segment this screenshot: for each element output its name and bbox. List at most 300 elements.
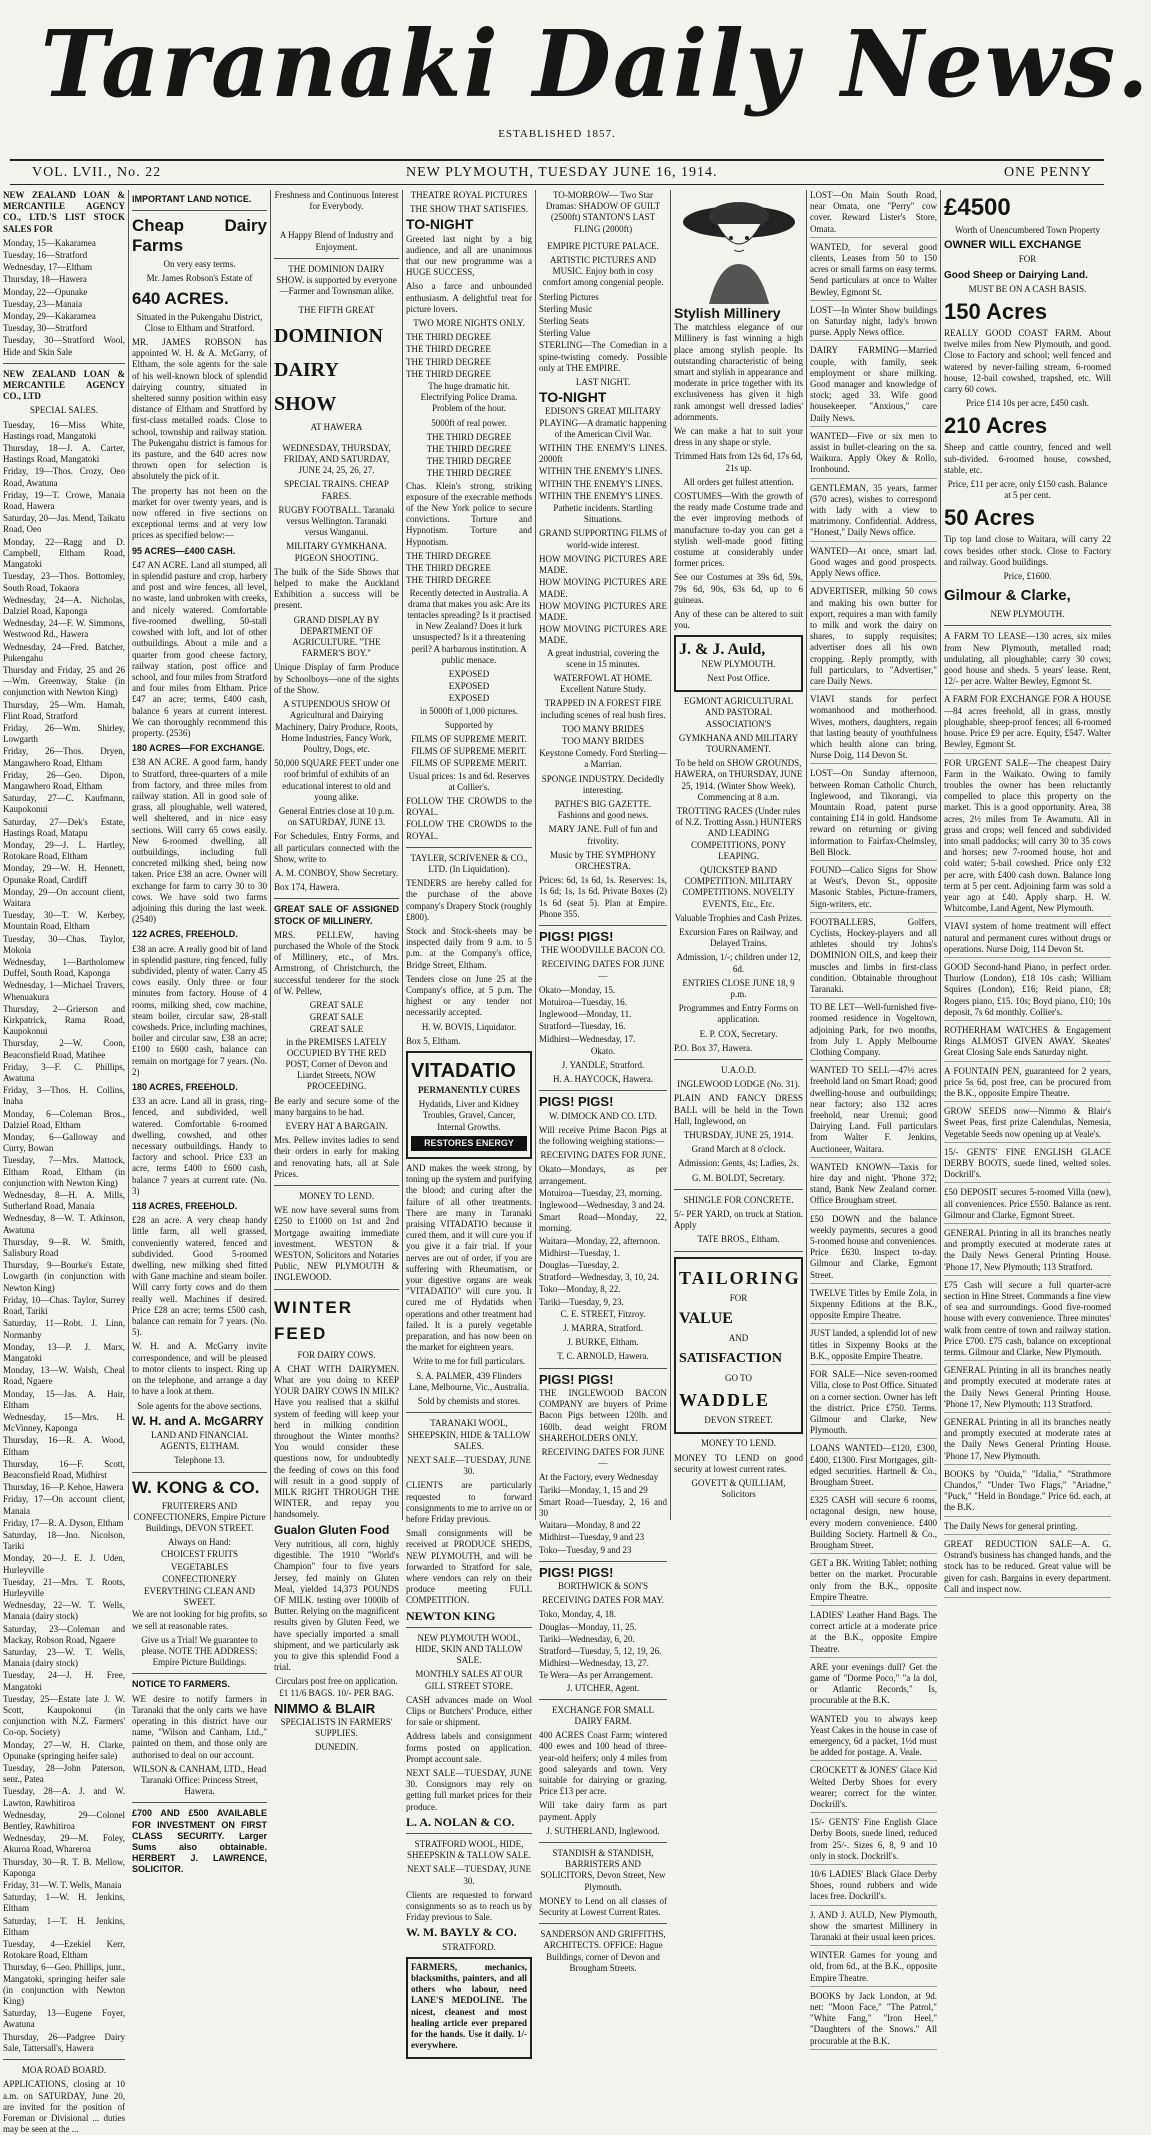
moving-pictures-list	[539, 554, 667, 647]
vitadatio-heading: VITADATIO	[411, 1060, 516, 1083]
fifth-great: THE FIFTH GREAT	[298, 305, 375, 316]
list-item: THE THIRD DEGREE	[406, 575, 491, 586]
cheap-sub: On very easy terms.	[163, 259, 236, 270]
acres-150-price: Price £14 10s per acre, £450 cash.	[966, 398, 1089, 409]
dates-list-1	[539, 985, 667, 1045]
medoline-ad	[406, 1957, 532, 2060]
list-item: Wednesday, 15—Mrs. H. McVinney, Kaponga	[3, 1411, 125, 1434]
list-item: Tuesday, 24—J. H. Free, Mangatoki	[3, 1670, 125, 1692]
list-item: GREAT SALE	[309, 999, 364, 1010]
classified-ad: CROCKETT & JONES' Glace Kid Welted Derby Shoes for every wearer; correct for the winter. Dockrill's.	[810, 1765, 937, 1813]
list-item: Friday, 26—Geo. Dipon, Mangawhero Road, Eltham	[3, 769, 125, 791]
kong-text: We are not looking for big profits, so we sell at reasonable rates.	[132, 1609, 267, 1631]
clients-text-2: Clients are requested to forward consignments so as to reach us by Friday previous to Sale.	[406, 1889, 532, 1923]
investment-notice: £700 AND £500 AVAILABLE FOR INVESTMENT ON FIRST CLASS SECURITY. Larger Sums also obtainable. HERBERT J. LAWRENCE, SOLICITOR.	[132, 1808, 267, 1875]
list-item: EVERYTHING CLEAN AND SWEET.	[144, 1585, 255, 1608]
tonight-heading-2: TO-NIGHT	[539, 389, 607, 406]
gilmour-clarke-sub: NEW PLYMOUTH.	[990, 609, 1065, 620]
dairy-word: DAIRY	[274, 358, 339, 381]
trophies-text: Valuable Trophies and Cash Prizes.	[674, 912, 803, 923]
artistic-text: ARTISTIC PICTURES AND MUSIC. Enjoy both in cosy comfort among congenial people.	[542, 255, 664, 288]
sterling-comedian: STERLING—The Comedian in a spine-twisting comedy. Possible only at THE EMPIRE.	[539, 340, 667, 373]
list-item: Monday, 13—W. Walsh, Cheal Road, Ngaere	[3, 1365, 125, 1387]
mrs-pellew-text: Mrs. Pellew invites ladies to send their orders in early for making and renovating hats, all at Sale Prices.	[274, 1135, 399, 1179]
list-item: Friday, 26—Wm. Shirley, Lowgarth	[3, 722, 125, 745]
sanderson-heading: SANDERSON AND GRIFFITHS, ARCHITECTS. OFFICE: Hague Buildings, corner of Devon and Brougham Streets.	[540, 1929, 666, 1973]
medoline-text: FARMERS, mechanics, blacksmiths, painters, and all others who labour, need LANE'S MEDOLINE. The nicest, cleanest and most healing article ever prepared for the hands. Use it daily. 1/- everywhere.	[411, 1961, 527, 2051]
industrial-text: A great industrial, covering the scene in 15 minutes.	[547, 647, 659, 669]
loan-agency-intro-2: NEW ZEALAND LOAN & MERCANTILE AGENCY CO., LTD	[3, 368, 125, 402]
gluten-food-heading: Gualon Gluten Food	[274, 1522, 390, 1537]
show-word: SHOW	[274, 392, 337, 415]
situated-text: Situated in the Pukengahu District, Close to Eltham and Stratford.	[136, 311, 263, 333]
box-174: Box 174, Hawera.	[274, 882, 340, 893]
dateline	[10, 159, 1104, 185]
address-labels: Address labels and consignment forms posted on application. Prompt account sale.	[406, 1731, 532, 1764]
street-signature: C. E. STREET, Fitzroy.	[560, 1308, 646, 1319]
stylish-millinery-heading: Stylish Millinery	[674, 305, 781, 321]
tenders-text: TENDERS are hereby called for the purchase of the above company's Drapery Stock (roughly £800).	[406, 878, 532, 922]
two-more-nights: TWO MORE NIGHTS ONLY.	[413, 318, 525, 329]
list-item: THE THIRD DEGREE	[426, 431, 512, 442]
tonight-heading: TO-NIGHT	[406, 216, 474, 233]
waddle-word: WADDLE	[679, 1390, 771, 1411]
stratford-wool-heading: STRATFORD WOOL, HIDE, SHEEPSKIN & TALLOW SALE.	[407, 1839, 531, 1861]
classified-ad: FOOTBALLERS, Golfers, Cyclists, Hockey-players and all athletes should try Johns's DOMINION OILS, and keep their muscles and limbs in first-class condition. Obtainable throughout Taranaki.	[810, 917, 937, 998]
entries-close: ENTRIES CLOSE JUNE 18, 9 p.m.	[682, 977, 795, 999]
classified-ad: LADIES' Leather Hand Bags. The correct article at a moderate price at the B.K., opposite Empire Theatre.	[810, 1610, 937, 1658]
box-5-eltham: Box 5, Eltham.	[406, 1035, 461, 1046]
vitadatio-sub: PERMANENTLY CURES	[417, 1085, 521, 1096]
satisfaction-word: SATISFACTION	[679, 1351, 782, 1367]
kong-sub: FRUITERERS AND CONFECTIONERS, Empire Picture Buildings, DEVON STREET.	[133, 1500, 266, 1533]
classified-ad: ARE your evenings dull? Get the game of "Dorme Poco," "a la dol, or Atlantic Records," Is, procurable at the B.K.	[810, 1662, 937, 1710]
vitadatio-ad	[406, 1051, 532, 1159]
classified-ad: A FARM TO LEASE—130 acres, six miles from New Plymouth, metalled road; undulating, all ploughable; carry 30 cows; good house and sheds. 5 years' lease. Rent, 12/- per acre. Walter Bewley, Egmont St.	[944, 631, 1111, 690]
list-item: Tuesday, 23—Thos. Bottomley, South Road, Tokaora	[3, 571, 125, 593]
list-item: HOW MOVING PICTURES ARE MADE.	[539, 600, 667, 622]
money-to-lend-heading-2: MONEY TO LEND.	[700, 1438, 777, 1449]
column-8	[941, 190, 1114, 1594]
list-item: Okato—Mondays, as per arrangement.	[539, 1164, 667, 1186]
acres-50-heading: 50 Acres	[944, 505, 1035, 531]
list-item: Wednesday, 29—M. Foley, Akuroa Road, Whareroa	[3, 1833, 125, 1855]
classified-ad: FOUND—Calico Signs for Show at West's, Devon St., opposite Masonic Stables, Picture-framers, Sign-writers, etc.	[810, 865, 937, 913]
money-to-lend-heading: MONEY TO LEND.	[298, 1191, 375, 1202]
list-item: Wednesday, 29—Colonel Bentley, Rawhitiroa	[3, 1809, 125, 1832]
mcgarry-telephone: Telephone 13.	[174, 1455, 225, 1466]
side-shows: The bulk of the Side Shows that helped to make the Auckland Exhibition a success will be present.	[274, 566, 399, 611]
list-item: THE THIRD DEGREE	[406, 344, 491, 355]
farmers-notice-signature: WILSON & CANHAM, LTD., Head Taranaki Office: Princess Street, Hawera.	[132, 1763, 267, 1797]
inglewood-bacon-text: THE INGLEWOOD BACON COMPANY are buyers of Prime Bacon Pigs between 120lb. and 160lb. dead weight FROM SHAREHOLDERS ONLY.	[539, 1387, 667, 1443]
list-item: Okato—Monday, 15.	[539, 984, 616, 995]
classified-ad: £325 CASH will secure 6 rooms, octagonal design, new house, every modern convenience. £400 Building Society. Hartnell & Co., Brougham Street.	[810, 1495, 937, 1554]
classified-ad: VIAVI system of home treatment will effect natural and permanent cures without drugs or operations. Nurse Doig, 114 Devon St.	[944, 921, 1111, 958]
unique-display: Unique Display of farm Produce by Schoolboys—one of the sights of the Show.	[274, 662, 399, 695]
cheap-dairy-farms-heading: Cheap Dairy Farms	[132, 216, 267, 256]
list-item: Monday, 6—Coleman Bros., Dalziel Road, Eltham	[3, 1108, 125, 1130]
dimock-heading: W. DIMOCK AND CO. LTD.	[548, 1110, 658, 1121]
winter-feed-sub: FOR DAIRY COWS.	[297, 1349, 376, 1360]
list-item: FOLLOW THE CROWDS to the ROYAL.	[406, 819, 532, 841]
price-4500: £4500	[944, 194, 1011, 221]
classified-ad: 15/- GENTS' Fine English Glace Derby Boots, suede lined, reduced from 25/-. Sizes 6, 8, 9 and 10 only in stock. Dockrill's.	[810, 1817, 937, 1865]
list-item: Thursday, 2—Grierson and Kirkpatrick, Rama Road, Kaupokonui	[3, 1003, 125, 1037]
list-item: THE THIRD DEGREE	[406, 356, 491, 367]
list-item: At the Factory, every Wednesday	[539, 1472, 659, 1483]
list-item: Wednesday, 8—H. A. Mills, Sutherland Road, Manaia	[3, 1190, 125, 1212]
list-item: CHOICEST FRUITS	[160, 1549, 239, 1560]
classified-ad: VIAVI stands for perfect womanhood and motherhood. Wives, mothers, daughters, regain that lasting beauty of youthfulness which health alone can bring. Nurse Doig, 114 Devon St.	[810, 694, 937, 764]
ball-text: PLAIN AND FANCY DRESS BALL will be held in the Town Hall, Inglewood, on	[674, 1093, 803, 1126]
list-item: Tuesday, 25—Estate late J. W. Scott, Kaupokonui (in conjunction with N.Z. Farmers' Co-op. Society)	[3, 1693, 125, 1738]
list-item: Te Wera—As per Arrangement.	[539, 1670, 653, 1681]
list-item: Friday, 3—F. C. Phillips, Awatuna	[3, 1061, 125, 1084]
list-item: Sterling Pictures	[539, 291, 599, 302]
kong-heading: W. KONG & CO.	[132, 1477, 260, 1497]
classified-ad: LOANS WANTED—£120, £300, £400, £1300. First Mortgages, gilt-edged securities. Hartnell & Co., Brougham Street.	[810, 1443, 937, 1491]
list-item: Friday, 31—W. T. Wells, Manaia	[3, 1880, 122, 1891]
enemy-lines-list	[539, 443, 667, 502]
list-item: WITHIN THE ENEMY'S LINES.	[539, 466, 663, 477]
classified-ad: The Daily News for general printing.	[944, 1521, 1111, 1535]
square-feet: 50,000 SQUARE FEET under one roof brimful of exhibits of an educational interest to old and young alike.	[274, 758, 399, 802]
yandle-signature: J. YANDLE, Stratford.	[561, 1060, 645, 1071]
list-item: Wednesday, 8—W. T. Atkinson, Awatuna	[3, 1213, 125, 1235]
list-item: FILMS OF SUPREME MERIT.	[411, 758, 527, 769]
list-item: Thursday, 2—W. Coon, Beaconsfield Road, Matihee	[3, 1038, 125, 1060]
classified-ad: WANTED KNOWN—Taxis for hire day and night. 'Phone 372; stand, Bank New Zealand corner. Office Brougham street.	[810, 1162, 937, 1210]
dates-list-4	[539, 1609, 667, 1681]
classified-ad: GENERAL Printing in all its branches neatly and promptly executed at moderate rates at the Daily News General Printing House. 'Phone 17, New Plymouth.	[944, 1417, 1111, 1465]
usual-prices: Usual prices: 1s and 6d. Reserves at Collier's.	[408, 770, 530, 792]
taranaki-wool-heading: TARANAKI WOOL, SHEEPSKIN, HIDE & TALLOW SALES.	[407, 1418, 531, 1451]
grand-display: GRAND DISPLAY BY DEPARTMENT OF AGRICULTURE. "THE FARMER'S BOY."	[292, 614, 381, 659]
column-3	[271, 190, 402, 1753]
owner-exchange: OWNER WILL EXCHANGE	[944, 239, 1082, 252]
list-item: Monday, 29—J. L. Hartley, Rotokare Road, Eltham	[3, 839, 125, 862]
sold-by-chemists: Sold by chemists and stores.	[417, 1396, 521, 1407]
list-item: Wednesday, 24—Fred. Batcher, Pukengahu	[3, 641, 125, 663]
waddle-tailoring-ad	[674, 1257, 803, 1435]
list-item: HOW MOVING PICTURES ARE MADE.	[539, 624, 667, 646]
list-item: Friday, 17—R. A. Dyson, Eltham	[3, 1517, 124, 1528]
devon-street: DEVON STREET.	[704, 1415, 773, 1426]
egmont-heading: EGMONT AGRICULTURAL AND PASTORAL ASSOCIATION'S	[683, 696, 794, 729]
nimmo-blair-heading: NIMMO & BLAIR	[274, 1700, 376, 1716]
column-4	[403, 190, 535, 2051]
sterling-list	[539, 292, 667, 340]
boldt-signature: G. M. BOLDT, Secretary.	[692, 1172, 785, 1183]
place-and-date: NEW PLYMOUTH, TUESDAY JUNE 16, 1914.	[406, 165, 718, 180]
list-item: EXPOSED	[448, 668, 490, 679]
list-item: THE THIRD DEGREE	[426, 468, 512, 479]
feet-text: 5000ft of real power.	[431, 417, 507, 428]
auld-sub-2: Next Post Office.	[707, 672, 770, 683]
gluten-food-text: Very nutritious, all corn, highly digestible. The 1910 "World's Champion" four to five years Jersey, fed mainly on Gluten Meal, yielded 14,373 POUNDS OF MILK. testing over 1000lb of Butter. Relying on the magnificent results given by Gluten Feed, we have specially imported a small shipment, and we particularly ask you to give this splendid Food a trial.	[274, 1538, 399, 1673]
list-item: Monday, 15—Jas. A. Hair, Eltham	[3, 1388, 125, 1410]
list-item: Smart Road—Monday, 22, morning.	[539, 1212, 667, 1234]
farmers-notice-text: WE desire to notify farmers in Taranaki that the only carts we have operating in this district have our name, "Wilson and Canham, Ltd.," painted on them, and those only are authorised to deal on our account.	[132, 1693, 267, 1760]
list-item: Thursday, 18—Hawera	[3, 274, 87, 285]
classified-ad: TWELVE Titles by Emile Zola, in Sixpenny Editions at the B.K., opposite Empire Theatre.	[810, 1288, 937, 1325]
column-2	[129, 190, 270, 1875]
list-item: GREAT SALE	[309, 1012, 364, 1023]
sponge-text: SPONGE INDUSTRY. Decidedly interesting.	[541, 773, 665, 795]
price-label: ONE PENNY	[1004, 165, 1092, 180]
last-night: LAST NIGHT.	[575, 377, 631, 388]
stupendous-show: A STUPENDOUS SHOW Of Agricultural and Dairying Machinery, Dairy Produce, Roots, Home Industries, Fancy Work, Poultry, Dogs, etc.	[275, 699, 398, 754]
farmers-notice-heading: NOTICE TO FARMERS.	[132, 1679, 230, 1690]
classified-ad: £75 Cash will secure a full quarter-acre section in Hine Street. Commands a fine view of sea and surroundings. Good five-roomed house with every convenience. Three minutes' walk from centre of town and railway station. Price £700. £75 cash, balance on exceptional terms. Gilmour and Clarke, New Plymouth.	[944, 1280, 1111, 1361]
excursion-fares: Excursion Fares on Railway, and Delayed Trains.	[679, 926, 798, 949]
list-item: Toko—Tuesday, 9 and 23	[539, 1544, 632, 1555]
list-item: Tuesday, 28—A. J. and W. Lawton, Rawhitiroa	[3, 1786, 125, 1808]
list-item: Midhirst—Wednesday, 13, 27.	[539, 1658, 649, 1669]
monthly-sales: MONTHLY SALES AT OUR GILL STREET STORE.	[415, 1669, 523, 1691]
next-sale-2: NEXT SALE—TUESDAY, JUNE 30. Consignors may rely on getting full market prices for their produce.	[406, 1767, 532, 1812]
loan-agency-intro: NEW ZEALAND LOAN & MERCANTILE AGENCY CO., LTD.'S LIST STOCK SALES FOR	[3, 190, 125, 234]
classified-ad: GENTLEMAN, 35 years, farmer (570 acres), wishes to correspond with lady with a view to matrimony. Confidential. Address, "Honest," Daily News office.	[810, 483, 937, 542]
list-item: Thursday, 16—F. Scott, Beaconsfield Road, Midhirst	[3, 1458, 125, 1480]
list-item: Monday, 22—Ragg and D. Campbell, Eltham Road, Mangatoki	[3, 536, 125, 570]
classified-ad: FOR SALE—Nice seven-roomed Villa, close to Post Office. Situated on a corner section. Owner has left the district. Price £750. Terms. Gilmour and Clarke, New Plymouth.	[810, 1369, 937, 1439]
list-item: EXPOSED	[448, 681, 490, 692]
special-trains: SPECIAL TRAINS. CHEAP FARES.	[284, 479, 389, 501]
trapped-text: TRAPPED IN A FOREST FIRE including scenes of real bush fires.	[540, 698, 666, 720]
gymkhana-heading: GYMKHANA AND MILITARY TOURNAMENT.	[678, 732, 799, 754]
vitadatio-list: Hydatids, Liver and Kidney Troubles, Gravel, Cancer, Internal Growths.	[418, 1099, 520, 1132]
money-to-lend-text: WE now have several sums from £250 to £1000 on 1st and 2nd Mortgage awaiting immediate investment. WESTON & WESTON, Solicitors and Notaries Public, NEW PLYMOUTH & INGLEWOOD.	[274, 1205, 399, 1283]
classified-ad: WINTER Games for young and old, from 6d., at the B.K., opposite Empire Theatre.	[810, 1950, 937, 1987]
programmes-text: Programmes and Entry Forms on application.	[678, 1003, 799, 1025]
list-item: Inglewood—Monday, 11.	[539, 1009, 632, 1020]
money-to-lend-text-2: MONEY TO LEND on good security at lowest current rates.	[674, 1452, 803, 1474]
classified-ad: GOOD Second-hand Piano, in perfect order. Thurlow (London), £18 10s cash; William Squires (London), £16; Reid piano, £8; Rogers piano, £15. 10s; Boyd piano, £10; 10s deposit, 7s 6d monthly. Collier's.	[944, 962, 1111, 1021]
okato-text: Okato.	[590, 1045, 616, 1056]
list-item: Stratford—Tuesday, 5, 12, 19, 26.	[539, 1645, 662, 1656]
pathe-text: PATHE'S BIG GAZETTE. Fashions and good news.	[554, 798, 652, 821]
costumes-prices: See our Costumes at 39s 6d, 59s, 79s 6d, 90s, 63s 6d, up to 6 guineas.	[674, 572, 803, 605]
list-item: Thursday, 26—Padgree Dairy Sale, Tattersall's, Hawera	[3, 2031, 125, 2053]
list-item: Saturday, 27—Dek's Estate, Hastings Road, Matapu	[3, 816, 125, 838]
orders-attention: All orders get fullest attention.	[683, 476, 794, 487]
uaod-heading: U.A.O.D.	[721, 1064, 756, 1075]
classified-ad: LOST—In Winter Show buildings on Saturday night, lady's brown purse. Apply News office.	[810, 305, 937, 342]
at-hawera: AT HAWERA	[310, 421, 363, 432]
list-item: THE THIRD DEGREE	[406, 368, 491, 379]
classified-ad: ROTHERHAM WATCHES & Engagement Rings ALMOST GIVEN AWAY. Skeates' Great Closing Sale ends Saturday night.	[944, 1025, 1111, 1062]
keystone-text: Keystone Comedy. Ford Sterling—a Marrian.	[539, 748, 667, 770]
general-entries: General Entries close at 10 p.m. on SATURDAY, JUNE 13.	[278, 805, 395, 828]
acres-210-text: Sheep and cattle country, fenced and well sub-divided. 6-roomed house, cowshed, stable, etc.	[944, 442, 1111, 475]
govett-signature: GOVETT & QUILLIAM, Solicitors	[691, 1478, 786, 1500]
special-sales-heading: SPECIAL SALES.	[29, 405, 99, 416]
quickstep-band: QUICKSTEP BAND COMPETITION. MILITARY COMPETITIONS. NOVELTY EVENTS, Etc., Etc.	[682, 864, 795, 909]
happy-blend-text: A Happy Blend of Industry and Enjoyment.	[279, 230, 394, 252]
list-item: Monday, 22—Opunake	[3, 286, 88, 297]
cheap-sub-2: Mr. James Robson's Estate of	[146, 273, 253, 284]
altered-text: Any of these can be altered to suit you.	[674, 609, 803, 631]
list-item: WITHIN THE ENEMY'S LINES.	[539, 490, 663, 501]
palmer-address: S. A. PALMER, 439 Flinders Lane, Melbourne, Vic., Australia.	[408, 1370, 530, 1392]
list-item: Wednesday, 24—A. Nicholas, Dalziel Road, Kaponga	[3, 594, 125, 616]
list-item: THE THIRD DEGREE	[406, 550, 491, 561]
classified-ads	[810, 190, 937, 2050]
list-item: Tuesday, 21—Mrs. T. Roots, Hurleyville	[3, 1576, 125, 1598]
third-degree-list	[406, 332, 532, 380]
list-item: Saturday, 18—Jno. Nicolson, Tariki	[3, 1529, 125, 1552]
exchange-heading: EXCHANGE FOR SMALL DAIRY FARM.	[551, 1704, 654, 1726]
nimmo-blair-sub: SPECIALISTS IN FARMERS' SUPPLIES.	[280, 1716, 393, 1739]
sole-agents: Sole agents for the above sections.	[137, 1400, 262, 1411]
gymkhana-held: To be held on SHOW GROUNDS, HAWERA, on THURSDAY, JUNE 25, 1914. (Winter Show Week). Commencing at 8 a.m.	[674, 758, 803, 802]
classified-ad: LOST—On Main South Road, near Omata, one "Perry" cow cover. Reward Lister's Store, Omata.	[810, 190, 937, 238]
empire-prices: Prices: 6d, 1s 6d, 1s. Reserves: 1s, 1s 6d; 1s, 1s 6d. Private Boxes (2) 1s 6d (seat 5). Plan at Empire. Phone 355.	[539, 875, 667, 919]
classified-ad: DAIRY FARMING—Married couple, with family, seek employment or share milking. Good manager and knowledge of stock; aged 33. Wife good housekeeper. "Anxious," care Daily News.	[810, 345, 937, 426]
list-item: Thursday, 9—Bourke's Estate, Lowgarth (in conjunction with Newton King)	[3, 1260, 125, 1293]
list-item: TOO MANY BRIDES	[561, 735, 644, 746]
list-item: Monday, 15—Kakaramea	[3, 237, 96, 248]
special-sales-list	[3, 420, 125, 2054]
list-item: Toko, Monday, 4, 18.	[539, 1609, 617, 1620]
list-item: Saturday, 1—W. H. Jenkins, Eltham	[3, 1892, 125, 1914]
list-item: HOW MOVING PICTURES ARE MADE.	[539, 553, 667, 576]
dates-list-3	[539, 1472, 667, 1555]
make-a-hat: We can make a hat to suit your dress in any shape or style.	[674, 426, 803, 448]
cox-signature: E. P. COX, Secretary.	[699, 1028, 778, 1039]
acres-150-heading: 150 Acres	[944, 299, 1048, 325]
acres-180-heading: 180 ACRES—FOR EXCHANGE.	[132, 743, 265, 754]
column-6	[671, 190, 806, 1520]
acres-122-heading: 122 ACRES, FREEHOLD.	[132, 929, 238, 940]
acres-118-heading: 118 ACRES, FREEHOLD.	[132, 1201, 238, 1212]
list-item: Wednesday, 17—Eltham	[3, 262, 93, 273]
woodville-heading: THE WOODVILLE BACON CO.	[540, 945, 666, 956]
list-item: FILMS OF SUPREME MERIT.	[411, 733, 527, 744]
list-item: Monday, 29—Kakaramea	[3, 311, 96, 322]
list-item: Motuiroa—Tuesday, 16.	[539, 997, 627, 1007]
classified-ad: ADVERTISER, milking 50 cows and making his own butter for export, requires a man with family to milk and work the dairy on shares, to supply requisites; advertiser does all his own cropping. Reply promptly, with full particulars, to "Advertiser," care Daily News.	[810, 586, 937, 690]
value-word: VALUE	[679, 1309, 733, 1327]
list-item: HOW MOVING PICTURES ARE MADE.	[539, 577, 667, 599]
list-item: Friday, 26—Thos. Dryen, Mangawhero Road, Eltham	[3, 746, 125, 768]
classified-ads-2	[944, 631, 1111, 1597]
classified-ad: WANTED you to always keep Yeast Cakes in the house in case of emergency, 6d a packet, 1½d must be added for postage. A. Veale.	[810, 1714, 937, 1762]
restores-energy-banner: RESTORES ENERGY	[411, 1136, 527, 1151]
grand-supporting: GRAND SUPPORTING FILMS of world-wide interest.	[539, 528, 667, 550]
greeted-text: Greeted last night by a big audience, and all are unanimous that our new programme was a HUGE SUCCESS,	[406, 233, 532, 278]
list-item: Tariki—Monday, 1, 15 and 29	[539, 1484, 648, 1495]
list-item: Saturday, 23—Coleman and Mackay, Robson Road, Ngaere	[3, 1623, 125, 1645]
military-gymkhana: MILITARY GYMKHANA. PIGEON SHOOTING.	[286, 541, 387, 563]
list-item: TOO MANY BRIDES	[561, 723, 644, 734]
for-label: FOR	[1018, 254, 1037, 265]
theatre-royal-sub: THE SHOW THAT SATISFIES.	[409, 204, 528, 215]
third-degree-list-3	[406, 551, 532, 587]
klein-text: Chas. Klein's strong, striking exposure of the execrable methods of the New York police to secure convictions. Torture and Hypnotism. Torture and Hypnotism.	[406, 480, 532, 547]
receiving-dates-2: RECEIVING DATES FOR JUNE.	[540, 1150, 666, 1161]
masthead	[0, 0, 1151, 140]
list-item: Thursday, 16—R. A. Wood, Eltham	[3, 1435, 125, 1457]
classified-ad: 10/6 LADIES' Black Glace Derby Shoes, round rubbers and wide laces free. Dockrill's.	[810, 1869, 937, 1906]
arnold-signature: T. C. ARNOLD, Hawera.	[557, 1351, 649, 1362]
classified-ad: LOST—On Sunday afternoon, between Roman Catholic Church, Inglewood, and Tikorangi, via Mountain Road, patent purse containing £14 in gold. Handsome reward on returning or giving information to Fairfax-Chelmsley, Bell Block.	[810, 768, 937, 861]
list-item: Midhirst—Wednesday, 17.	[539, 1033, 636, 1044]
list-item: Stratford—Tuesday, 16.	[539, 1021, 626, 1032]
list-item: THE THIRD DEGREE	[426, 444, 512, 455]
supported-by: Supported by	[444, 719, 494, 730]
list-item: Sterling Music	[539, 303, 593, 314]
acres-640-heading: 640 ACRES.	[132, 288, 229, 308]
borthwick-heading: BORTHWICK & SON'S	[557, 1580, 649, 1591]
mary-jane-text: MARY JANE. Full of fun and frivolity.	[548, 824, 658, 846]
tate-signature: TATE BROS., Eltham.	[697, 1234, 780, 1245]
admission-text: Admission, 1/-; children under 12, 6d.	[676, 952, 801, 974]
classified-ad: WANTED TO SELL—47½ acres freehold land on Smart Road; good dwelling-house and outbuildings; near factory; also 132 acres freehold, near Urenui; good Dairying Land. Full particulars from Walter F. Jenkins, Auctioneer, Waitara.	[810, 1065, 937, 1158]
waterfowl-text: WATERFOWL AT HOME. Excellent Nature Study.	[553, 672, 653, 695]
moa-road-board-text: APPLICATIONS, closing at 10 a.m. on SATURDAY, June 20, are invited for the position of Foreman or Divisional ... duties may be seen at the ...	[3, 2079, 125, 2135]
list-item: WITHIN THE ENEMY'S LINES. 2000ft	[539, 443, 667, 465]
pathetic-incidents: Pathetic incidents. Startling Situations.	[553, 503, 653, 525]
auld-box	[674, 635, 803, 692]
list-item: Friday, 10—Chas. Taylor, Surrey Road, Tariki	[3, 1294, 125, 1317]
list-item: Tuesday, 30—Stratford Wool, Hide and Skin Sale	[3, 335, 125, 357]
list-item: Tariki—Tuesday, 9, 23.	[539, 1296, 624, 1307]
millinery-sale-text: MRS. PELLEW, having purchased the Whole of the Stock of Millinery, etc., of Mrs. Armstrong, of Christchurch, the successful tenderer for the stock of W. Pellew,	[274, 929, 399, 996]
list-item: VEGETABLES	[170, 1561, 229, 1572]
list-item: Toko—Monday, 8, 22.	[539, 1284, 621, 1295]
exposed-list	[406, 669, 532, 705]
premises-text: in the PREMISES LATELY OCCUPIED BY THE RED POST, Corner of Devon and Liardet Streets, NOW PROCEEDING.	[285, 1036, 388, 1092]
classified-ad: GET a BK. Writing Tablet; nothing better on the market. Procurable only from the B.K., opposite Empire Theatre.	[810, 1558, 937, 1606]
dimock-text: Will receive Prime Bacon Pigs at the following weighing stations:—	[539, 1124, 667, 1147]
list-item: Saturday, 13—Eugene Foyer, Awatuna	[3, 2008, 125, 2030]
list-item: Motuiroa—Tuesday, 23, morning.	[539, 1187, 662, 1198]
masthead-word-daily: Daily	[532, 10, 801, 118]
list-item: Thursday, 16—P. Kehoe, Hawera	[3, 1482, 124, 1493]
acres-50-price: Price, £1600.	[1003, 571, 1052, 582]
great-sale-list	[274, 1000, 399, 1036]
classified-ad: BOOKS by "Ouida," "Idalia," "Strathmore Chandos," "Under Two Flags," "Ariadne," "Puck," "Held in Bondage." Price 6d. each, at the B.K.	[944, 1469, 1111, 1517]
mcgarry-firm-sub: LAND AND FINANCIAL AGENTS, ELTHAM.	[151, 1429, 248, 1452]
list-item: GREAT SALE	[309, 1024, 364, 1035]
acres-400-text: 400 ACRES Coast Farm; wintered 400 ewes and 100 head of three-year-old heifers; only 4 miles from good saleyards and town. Very suitable for dairying or grazing. Price £13 per acre.	[539, 1730, 667, 1797]
list-item: CONFECTIONERY	[162, 1573, 237, 1584]
list-item: Midhirst—Tuesday, 9 and 23	[539, 1532, 645, 1543]
list-item: Wednesday, 1—Michael Travers, Whenuakura	[3, 980, 125, 1002]
auld-heading: J. & J. Auld,	[679, 641, 766, 659]
mcgarry-invite: W. H. and A. McGarry invite correspondence, and will be pleased to motor clients to inspect. Ring up on the telephone, and arrange a day to have a look at them.	[132, 1341, 267, 1397]
list-item: Tuesday, 16—Stratford	[3, 250, 88, 261]
cash-advances: CASH advances made on Wool Clips or Butchers' Produce, either for sale or shipment.	[406, 1694, 532, 1728]
next-sale-1: NEXT SALE—TUESDAY, JUNE 30.	[406, 1454, 532, 1477]
tomorrow-text: TO-MORROW— Two Star Dramas: SHADOW OF GUILT (2500ft) STANTON'S LAST FLING (2000ft)	[545, 190, 661, 234]
list-item: Saturday, 1—T. H. Jenkins, Eltham	[3, 1915, 125, 1937]
acres-95-heading: 95 ACRES—£400 CASH.	[132, 545, 236, 556]
classified-ad: GENERAL Printing in all its branches neatly and promptly executed at moderate rates at the Daily News General Printing House. 'Phone 17, New Plymouth; 113 Stratford.	[944, 1228, 1111, 1276]
receiving-dates-3: RECEIVING DATES FOR JUNE—	[541, 1446, 665, 1469]
list-item: Monday, 29—On account client, Waitara	[3, 886, 125, 908]
moa-road-board-heading: MOA ROAD BOARD.	[21, 2065, 107, 2076]
bovis-signature: H. W. BOVIS, Liquidator.	[421, 1021, 517, 1032]
follow-crowds-list	[406, 796, 532, 842]
list-item: Tuesday, 30—Stratford	[3, 323, 88, 334]
rugby-football: RUGBY FOOTBALL. Taranaki versus Wellington. Taranaki versus Wanganui.	[278, 504, 395, 538]
lady-with-hat-illustration	[679, 194, 799, 304]
list-item: Douglas—Tuesday, 2.	[539, 1260, 619, 1271]
